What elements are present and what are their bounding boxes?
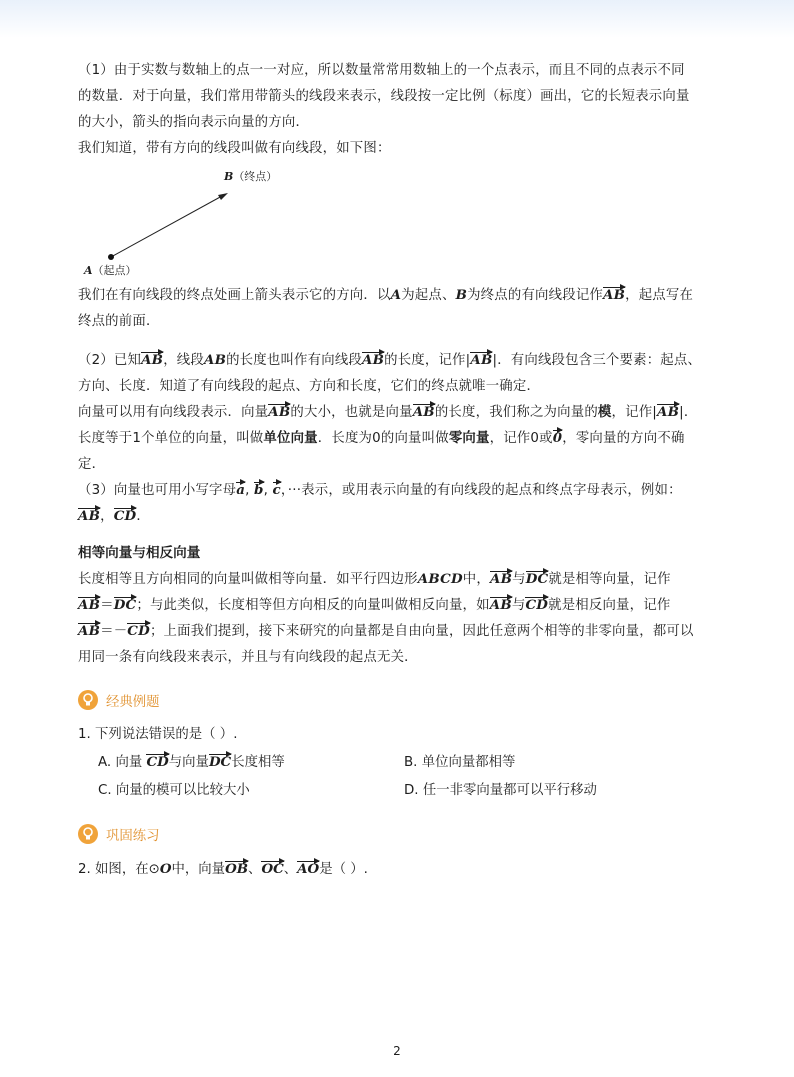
para4-line1: （3）向量也可用小写字母a, b, c，···表示，或用表示向量的有向线段的起点和终点字母表示，例如： <box>78 482 682 498</box>
para5-line2: AB＝DC；与此类似，长度相等但方向相反的向量叫做相反向量，如AB与CD就是相反向量，记作 <box>78 597 671 613</box>
para5-line1: 长度相等且方向相同的向量叫做相等向量．如平行四边形ABCD中，AB与DC就是相等向量，记作 <box>78 571 671 587</box>
lightbulb-icon <box>78 690 98 710</box>
para3-line2: 方向、长度．知道了有向线段的起点、方向和长度，它们的终点就唯一确定． <box>78 379 541 394</box>
para3-line3: 向量可以用有向线段表示．向量AB的大小，也就是向量AB的长度，我们称之为向量的模，记作|AB|． <box>78 404 698 420</box>
label-end: B（终点） <box>224 170 278 183</box>
section-title: 经典例题 <box>106 694 160 710</box>
question-1-stem: 1. 下列说法错误的是（ ）. <box>78 727 238 742</box>
page-content <box>78 58 718 884</box>
question-2-stem: 2. 如图，在⊙O中，向量OB、OC、AO是（ ）. <box>78 861 368 877</box>
directed-segment-figure <box>78 162 398 282</box>
section-practice <box>78 821 718 847</box>
section-heading-equal-opposite: 相等向量与相反向量 <box>78 545 201 561</box>
para1-line3: 的大小，箭头的指向表示向量的方向． <box>78 115 310 130</box>
question-1-options <box>98 749 718 805</box>
option-a[interactable]: A. 向量 CD与向量DC长度相等 <box>98 754 285 770</box>
section-title: 巩固练习 <box>106 828 160 844</box>
section-classic-examples <box>78 687 718 713</box>
label-start: A（起点） <box>84 264 137 277</box>
para1-line1: （1）由于实数与数轴上的点一一对应，所以数量常常用数轴上的一个点表示，而且不同的点表示不同 <box>78 63 685 78</box>
header-band <box>0 0 794 38</box>
para2-line1: 我们在有向线段的终点处画上箭头表示它的方向．以A为起点、B为终点的有向线段记作AB，起点写在 <box>78 287 694 303</box>
arrowhead-icon <box>218 193 228 200</box>
option-d[interactable]: D. 任一非零向量都可以平行移动 <box>404 783 597 798</box>
option-c[interactable]: C. 向量的模可以比较大小 <box>98 783 250 798</box>
para3-line4: 长度等于1个单位的向量，叫做单位向量．长度为0的向量叫做零向量，记作0或0，零向量的方向不确 <box>78 430 685 446</box>
para3-line1: （2）已知AB，线段AB的长度也叫作有向线段AB的长度，记作|AB|．有向线段包含三个要素：起点、 <box>78 352 702 368</box>
segment-line <box>111 196 222 257</box>
para1-line2: 的数量．对于向量，我们常用带箭头的线段来表示，线段按一定比例（标度）画出，它的长短表示向量 <box>78 89 690 104</box>
para5-line3: AB＝－CD；上面我们提到，接下来研究的向量都是自由向量，因此任意两个相等的非零向量，都可以 <box>78 623 694 639</box>
para1-line4: 我们知道，带有方向的线段叫做有向线段，如下图： <box>78 141 391 156</box>
para4-line2: AB，CD． <box>78 508 150 524</box>
option-b[interactable]: B. 单位向量都相等 <box>404 755 516 770</box>
para2-line2: 终点的前面． <box>78 314 160 329</box>
para3-line5: 定． <box>78 457 106 472</box>
lightbulb-icon <box>78 824 98 844</box>
para5-line4: 用同一条有向线段来表示，并且与有向线段的起点无关． <box>78 650 418 665</box>
start-point <box>108 254 114 260</box>
page-number: 2 <box>393 1044 401 1058</box>
